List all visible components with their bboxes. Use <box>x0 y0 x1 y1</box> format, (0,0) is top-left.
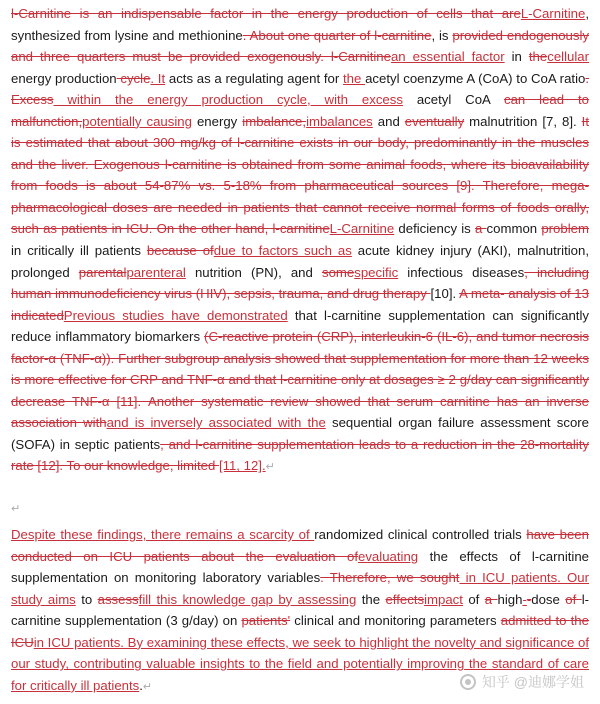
inserted-text: Despite these findings, there remains a scarcity of <box>11 527 315 542</box>
body-text: malnutrition [7, 8]. <box>464 113 582 129</box>
body-text: that l-carnitine supplementation can significantly reduce inflammatory biomarkers <box>11 307 589 345</box>
body-text: acetyl CoA <box>402 92 504 108</box>
deleted-text: a <box>484 591 498 607</box>
deleted-text: (C-reactive protein (CRP), interleukin-6 (IL-6), and tumor necrosis factor-α (TNF-α)). Further subgroup analysis showed that supplementation for more than 12 weeks is more effective for CRP and TNF-α and that l-carnitine only at dosages ≥ 2 g/day can significantly decrease TNF-α [11]. Another systematic review showed that serum carnitine has an inverse association with <box>11 329 589 431</box>
body-text: dose <box>531 591 566 607</box>
body-text: nutrition (PN), and <box>185 264 322 280</box>
inserted-text: L-Carnitine <box>520 6 586 21</box>
body-text: acetyl coenzyme A (CoA) to CoA ratio <box>365 70 586 86</box>
inserted-text: due to factors such as <box>213 243 352 259</box>
body-text: common <box>486 221 542 237</box>
deleted-text: problem <box>541 221 589 237</box>
watermark-logo-icon <box>460 674 476 690</box>
inserted-text: within the energy production cycle, with excess <box>53 92 403 108</box>
body-text: of <box>462 591 485 607</box>
body-text: l-carnitine supplementation (3 g/day) on <box>11 591 590 629</box>
paragraph-1 <box>11 3 589 479</box>
inserted-text: in ICU patients. Our study aims <box>11 570 589 607</box>
inserted-text: fill this knowledge gap by assessing <box>138 591 357 607</box>
body-text: deficiency is <box>394 221 475 237</box>
deleted-text: a <box>475 221 487 237</box>
inserted-text: cellular <box>547 49 589 65</box>
deleted-text: admitted to the ICU <box>11 613 589 650</box>
inserted-text: in ICU patients. By examining these effects, we seek to highlight the novelty and significance of our study, contributing valuable insights to the field and potentially improving the standard of care for critically ill patients <box>11 634 589 693</box>
inserted-text: L-Carnitine <box>329 221 395 237</box>
body-text: to <box>75 591 98 607</box>
body-text: in critically ill patients <box>11 243 147 259</box>
deleted-text: the <box>528 49 548 65</box>
inserted-text: imbalances <box>306 113 373 129</box>
inserted-text: impact <box>424 591 463 607</box>
inserted-text: potentially causing <box>82 113 192 129</box>
paragraph-mark: ↵ <box>142 680 153 693</box>
deleted-text: cycle <box>116 70 151 86</box>
deleted-text: . About one quarter of l-carnitine <box>242 27 432 43</box>
body-text: [10]. <box>430 286 460 302</box>
body-text: and <box>372 113 405 129</box>
deleted-text: eventually <box>404 113 465 129</box>
deleted-text: effects <box>385 591 425 607</box>
body-text: infectious diseases <box>398 264 525 280</box>
body-text: , is <box>431 27 453 43</box>
watermark-text: 知乎 @迪娜学姐 <box>481 674 584 690</box>
deleted-text: some <box>321 264 355 280</box>
inserted-text: specific <box>354 264 399 280</box>
deleted-text: . Excess <box>11 70 589 108</box>
body-text: energy production <box>11 70 117 86</box>
deleted-text: . Therefore, we sought <box>320 570 460 586</box>
inserted-text: - <box>522 591 527 607</box>
body-text: . <box>139 677 143 693</box>
body-text: , synthesized from lysine and methionine <box>11 6 589 43</box>
body-text: the <box>356 591 386 607</box>
deleted-text: can lead to malfunction, <box>11 92 589 129</box>
deleted-text: patients' <box>241 613 291 629</box>
deleted-text: l-Carnitine is an indispensable factor in the energy production of cells that are <box>11 6 521 21</box>
inserted-text: Previous studies have demonstrated <box>63 307 288 323</box>
deleted-text: - <box>526 591 532 607</box>
deleted-text: because of <box>146 243 214 259</box>
inserted-text: . It <box>150 70 166 86</box>
inserted-text: the <box>343 70 366 86</box>
body-text: the effects of l-carnitine supplementation on monitoring laboratory variables <box>11 548 590 586</box>
paragraph-mark: ↵ <box>265 461 275 474</box>
body-text: acts as a regulating agent for <box>165 70 343 86</box>
deleted-text: , and l-carnitine supplementation leads to a reduction in the 28-mortality rate [12]. To our knowledge, limited <box>11 436 589 474</box>
body-text: sequential organ failure assessment score (SOFA) in septic patients <box>11 415 590 452</box>
inserted-text: an essential factor <box>390 49 505 65</box>
body-text: high <box>497 591 523 607</box>
paragraph-mark: ↵ <box>11 502 21 515</box>
body-text: randomized clinical controlled trials <box>314 527 527 542</box>
deleted-text: , including human immunodeficiency virus (HIV), sepsis, trauma, and drug therapy <box>11 264 590 302</box>
deleted-text: A meta- analysis of 13 indicated <box>11 286 589 323</box>
inserted-text: parenteral <box>126 264 186 280</box>
body-text: energy <box>191 113 243 129</box>
deleted-text: of <box>565 591 582 607</box>
deleted-text: parental <box>78 264 127 280</box>
inserted-text: evaluating <box>358 548 419 564</box>
watermark <box>458 672 586 692</box>
deleted-text: assess <box>97 591 139 607</box>
body-text: in <box>504 49 529 65</box>
inserted-text: [11, 12]. <box>218 458 266 474</box>
body-text: clinical and monitoring parameters <box>290 613 501 629</box>
deleted-text: It is estimated that about 300 mg/kg of l-carnitine exists in our body, predominantly in the muscles and the liver. Exogenous l-carnitine is obtained from some animal foods, where its bioavailability from foods is about 54-87% vs. 5-18% from pharmaceutical sources [9]. Therefore, mega-pharmacological doses are needed in patients that cannot receive normal forms of foods orally, such as patients in ICU. On the other hand, l-carnitine <box>11 113 589 237</box>
deleted-text: provided endogenously and three quarters must be provided exogenously. l-Carnitine <box>11 27 589 65</box>
deleted-text: imbalance, <box>242 113 307 129</box>
body-text: acute kidney injury (AKI), malnutrition, prolonged <box>11 243 589 280</box>
deleted-text: have been conducted on ICU patients about the evaluation of <box>11 527 589 564</box>
inserted-text: and is inversely associated with the <box>106 415 326 431</box>
